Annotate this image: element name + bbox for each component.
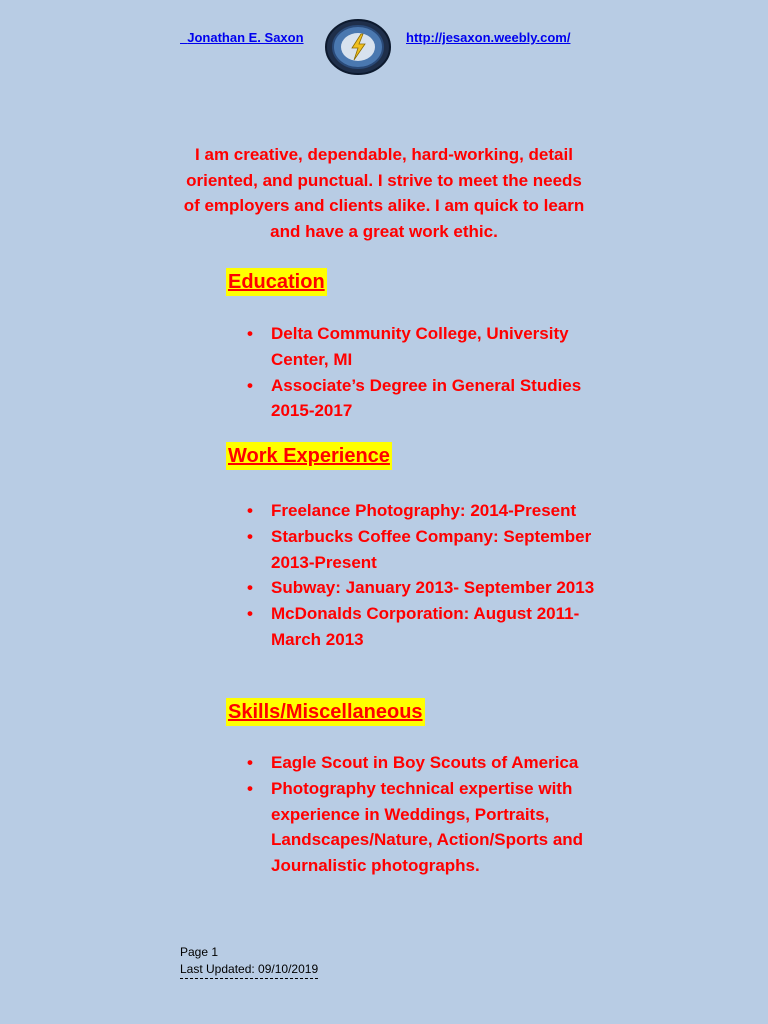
education-list	[245, 321, 595, 424]
work-experience-heading: Work Experience	[226, 442, 392, 470]
work-experience-list	[245, 498, 595, 653]
list-item: • Subway: January 2013- September 2013	[245, 575, 595, 601]
lightning-logo-icon	[324, 18, 392, 76]
list-item: • Starbucks Coffee Company: September 2013-Present	[245, 524, 595, 576]
list-item: • Eagle Scout in Boy Scouts of America	[245, 750, 595, 776]
website-link[interactable]: http://jesaxon.weebly.com/	[406, 30, 571, 45]
author-name-link[interactable]	[180, 30, 304, 45]
page-footer	[180, 944, 318, 979]
list-item: • Freelance Photography: 2014-Present	[245, 498, 595, 524]
last-updated: Last Updated: 09/10/2019	[180, 961, 318, 979]
page-number: Page 1	[180, 945, 219, 959]
list-item: • McDonalds Corporation: August 2011- March 2013	[245, 601, 595, 653]
skills-list	[245, 750, 595, 879]
list-item: • Delta Community College, University Center, MI	[245, 321, 595, 373]
intro-paragraph: I am creative, dependable, hard-working, detail oriented, and punctual. I strive to meet the needs of employers and clients alike. I am quick to learn and have a great work ethic.	[183, 145, 585, 241]
skills-heading: Skills/Miscellaneous	[226, 698, 425, 726]
list-item: • Photography technical expertise with experience in Weddings, Portraits, Landscapes/Nature, Action/Sports and Journalistic photographs.	[245, 776, 595, 879]
list-item: • Associate’s Degree in General Studies 2015-2017	[245, 373, 595, 425]
education-heading: Education	[226, 268, 327, 296]
page-header	[0, 14, 768, 84]
author-name: Jonathan E. Saxon	[187, 30, 304, 45]
